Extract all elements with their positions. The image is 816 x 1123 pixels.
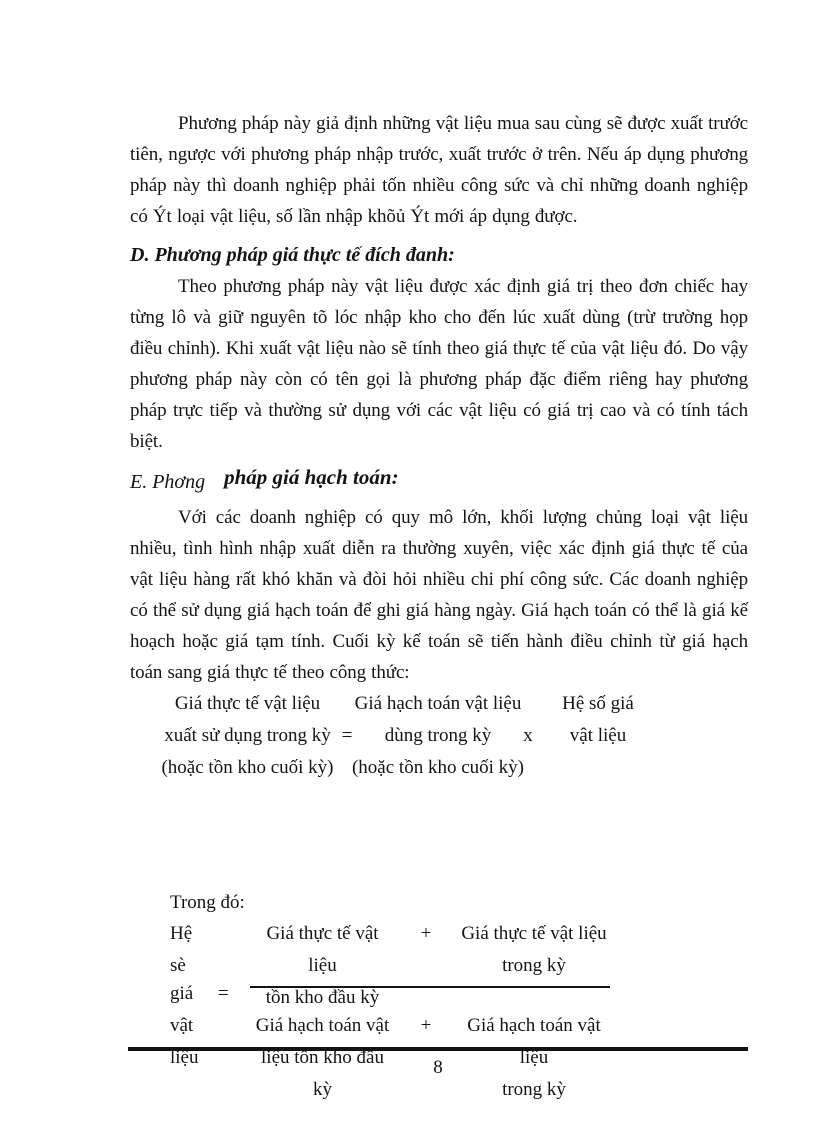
formula-price-coefficient [130, 918, 748, 1100]
numerator-right-line: Giá thực tế vật liệu [461, 923, 607, 944]
formula1-right-line: Hệ số giá [562, 693, 634, 714]
footer-rule [128, 1047, 748, 1051]
denominator-left-line: Giá hạch toán vật [255, 1015, 390, 1036]
plus-sign: + [420, 1015, 432, 1036]
fraction-numerator-left [250, 918, 395, 1014]
formula-note-label: Trong đó: [170, 892, 245, 913]
denominator-right-line: Giá hạch toán vật liệu [467, 1015, 601, 1068]
formula1-right-line: vật liệu [569, 725, 627, 746]
formula-actual-price-equation [130, 688, 748, 784]
formula1-left-line: (hoặc tồn kho cuối kỳ) [161, 757, 334, 778]
plus-sign: + [420, 923, 432, 944]
paragraph-specific-price-method: Theo phương pháp này vật liệu được xác định giá trị theo đơn chiếc hay từng lô và giữ nguyên tõ lóc nhập kho cho đến lúc xuất dùng (trừ trường họp điều chỉnh). Khi xuất vật liệu nào sẽ tính theo giá thực tế của vật liệu đó. Do vậy phương pháp này còn có tên gọi là phương pháp đặc điểm riêng hay phương pháp trực tiếp và thường sử dụng với các vật liệu có giá trị cao và có tính tách biệt. [130, 276, 748, 452]
coefficient-label-word: sè [170, 955, 186, 976]
equals-sign: = [218, 983, 229, 1004]
numerator-right-line: trong kỳ [502, 955, 566, 976]
paragraph-accounting-price-method: Với các doanh nghiệp có quy mô lớn, khối lượng chủng loại vật liệu nhiều, tình hình nhập xuất diễn ra thường xuyên, việc xác định giá thực tế của vật liệu hàng rất khó khăn và đòi hỏi nhiều chi phí công sức. Các doanh nghiệp có thể sử dụng giá hạch toán để ghi giá hàng ngày. Giá hạch toán có thể là giá kế hoạch hoặc giá tạm tính. Cuối kỳ kế toán sẽ tiến hành điều chỉnh từ giá hạch toán sang giá thực tế theo công thức: [130, 507, 748, 683]
paragraph-lifo-method: Phương pháp này giả định những vật liệu mua sau cùng sẽ được xuất trước tiên, ngược với phương pháp nhập trước, xuất trước ở trên. Nếu áp dụng phương pháp này thì doanh nghiệp phải tốn nhiều công sức và chỉ những doanh nghiệp có Ýt loại vật liệu, số lần nhập khõủ Ýt mới áp dụng được. [130, 113, 748, 227]
formula1-left-line: xuất sử dụng trong kỳ [164, 725, 331, 746]
formula1-middle-line: Giá hạch toán vật liệu [354, 693, 522, 714]
fraction-bar [250, 986, 610, 988]
page-number: 8 [433, 1057, 443, 1078]
heading-method-d-specific-price: D. Phương pháp giá thực tế đích đanh: [130, 244, 455, 266]
fraction-numerator-right [460, 918, 608, 982]
formula1-left-line: Giá thực tế vật liệu [174, 693, 321, 714]
formula1-middle-line: (hoặc tồn kho cuối kỳ) [351, 757, 524, 778]
formula1-middle-line: dùng trong kỳ [384, 725, 492, 746]
numerator-left-line: Giá thực tế vật liệu [266, 923, 379, 976]
coefficient-label-word: giá [170, 983, 194, 1004]
formula1-right-operand [538, 688, 658, 752]
multiply-sign: x [523, 725, 533, 746]
denominator-right-line: trong kỳ [502, 1079, 566, 1100]
denominator-left-line: liệu tồn kho đầu kỳ [261, 1047, 384, 1100]
numerator-left-line: tồn kho đầu kỳ [265, 987, 380, 1008]
page-content [130, 108, 748, 1100]
heading-e-prefix: E. Phơng [130, 471, 206, 493]
coefficient-label-word: Hệ [170, 923, 193, 944]
heading-method-e-accounting-price [130, 466, 748, 498]
formula1-left-operand [150, 688, 345, 784]
coefficient-label-word: liệu [170, 1047, 199, 1068]
equals-sign: = [341, 725, 353, 746]
formula1-middle-operand [343, 688, 533, 784]
heading-e-title: pháp giá hạch toán: [224, 465, 399, 489]
coefficient-label-word: vật [170, 1015, 194, 1036]
